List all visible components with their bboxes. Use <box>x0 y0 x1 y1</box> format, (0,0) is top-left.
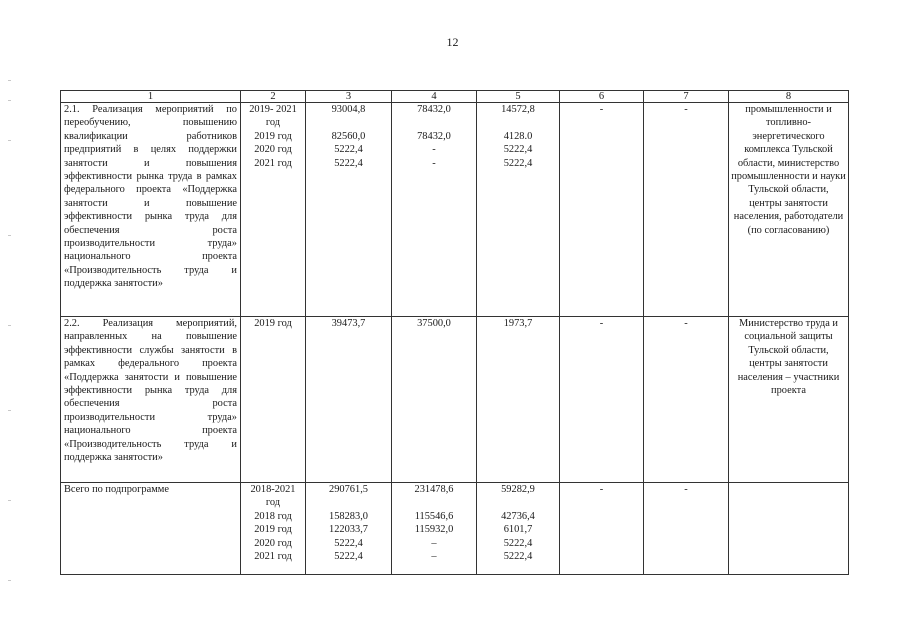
column-number-row <box>61 91 849 103</box>
federal-budget-cell: 78432,0 78432,0 - - <box>392 103 477 317</box>
total-title: Всего по подпрограмме <box>61 483 241 575</box>
local-budget-cell: - <box>560 317 644 483</box>
column-number: 1 <box>61 91 241 103</box>
column-number: 8 <box>729 91 849 103</box>
margin-ticks <box>8 80 12 600</box>
extra-budget-cell: - <box>644 483 729 575</box>
total-amount-cell: 39473,7 <box>306 317 392 483</box>
total-amount-cell: 290761,5 158283,0 122033,7 5222,4 5222,4 <box>306 483 392 575</box>
extra-budget-cell: - <box>644 103 729 317</box>
period-cell: 2019- 2021 год 2019 год 2020 год 2021 год <box>241 103 306 317</box>
local-budget-cell: - <box>560 483 644 575</box>
responsible-executors-cell: промышленности и топливно-энергетического комплекса Тульской области, министерство промышленности и науки Тульской области, центры занятости населения, работодатели (по согласованию) <box>729 103 849 317</box>
responsible-executors-cell <box>729 483 849 575</box>
activity-title: 2.1. Реализация мероприятий по переобучению, повышению квалификации работников предприятий в целях поддержки занятости и повышения эффективности рынка труда в рамках федерального проекта «Поддержка занятости и повышение эффективности рынка труда для обеспечения роста производительности труда» национального проекта «Производительность труда и поддержка занятости» <box>61 103 241 317</box>
subprogram-table <box>60 90 849 575</box>
page-number: 12 <box>446 35 459 49</box>
column-number: 6 <box>560 91 644 103</box>
activity-title: 2.2. Реализация мероприятий, направленных на повышение эффективности службы занятости в рамках федерального проекта «Поддержка занятости и повышение эффективности рынка труда для обеспечения роста производительности труда» национального проекта «Производительность труда и поддержка занятости» <box>61 317 241 483</box>
period-cell: 2019 год <box>241 317 306 483</box>
local-budget-cell: - <box>560 103 644 317</box>
regional-budget-cell: 1973,7 <box>477 317 560 483</box>
period-cell: 2018-2021 год 2018 год 2019 год 2020 год 2021 год <box>241 483 306 575</box>
federal-budget-cell: 231478,6 115546,6 115932,0 – – <box>392 483 477 575</box>
regional-budget-cell: 14572,8 4128.0 5222,4 5222,4 <box>477 103 560 317</box>
total-amount-cell: 93004,8 82560,0 5222,4 5222,4 <box>306 103 392 317</box>
column-number: 2 <box>241 91 306 103</box>
column-number: 5 <box>477 91 560 103</box>
column-number: 4 <box>392 91 477 103</box>
column-number: 7 <box>644 91 729 103</box>
table-row <box>61 103 849 317</box>
total-row <box>61 483 849 575</box>
regional-budget-cell: 59282,9 42736,4 6101,7 5222,4 5222,4 <box>477 483 560 575</box>
extra-budget-cell: - <box>644 317 729 483</box>
table-row <box>61 317 849 483</box>
column-number: 3 <box>306 91 392 103</box>
responsible-executors-cell: Министерство труда и социальной защиты Тульской области, центры занятости населения – участники проекта <box>729 317 849 483</box>
federal-budget-cell: 37500,0 <box>392 317 477 483</box>
